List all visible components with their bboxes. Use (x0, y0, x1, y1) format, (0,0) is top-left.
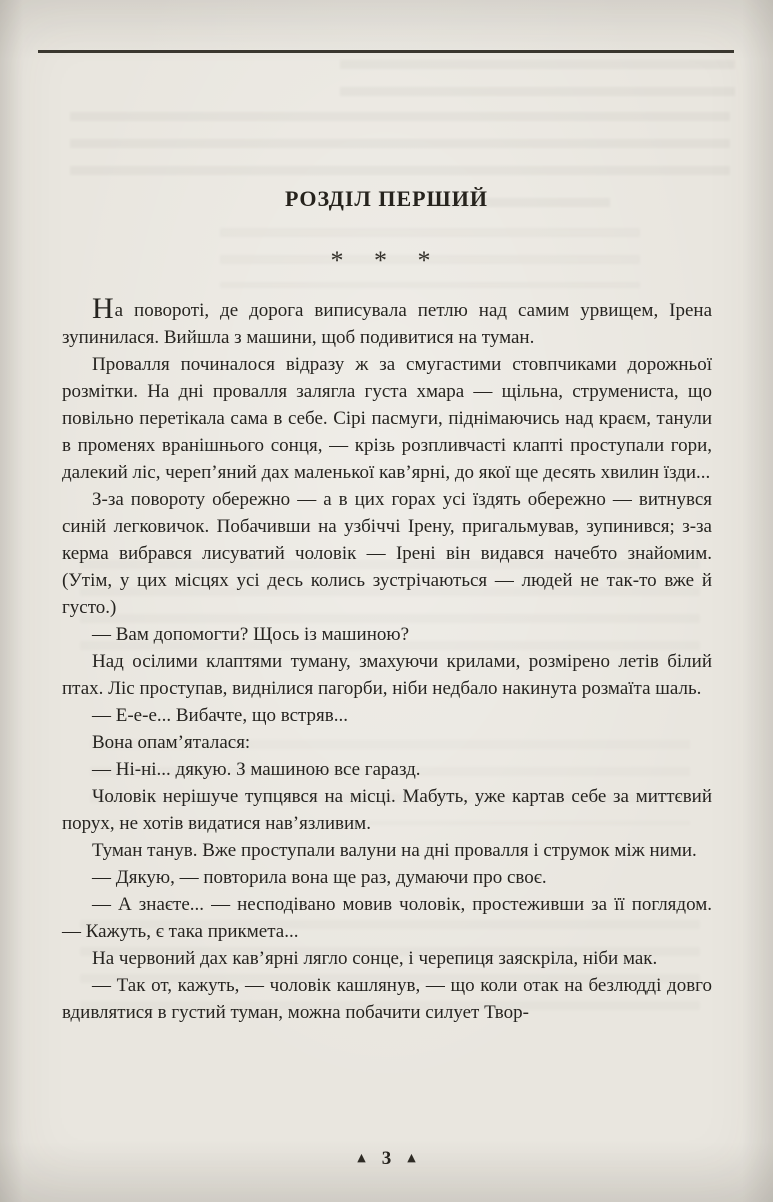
paragraph: — А знаєте... — несподівано мовив чоловік, простеживши за її поглядом. — Кажуть, є така прикмета... (62, 894, 712, 942)
section-break-ornament: * * * (330, 246, 443, 275)
drop-cap: Н (92, 292, 115, 325)
footer-triangle-right: ▲ (407, 1151, 416, 1164)
bleed-through-text (70, 112, 730, 190)
paragraph: Вона опам’яталася: (92, 732, 251, 753)
header-rule (38, 50, 734, 53)
paragraph: — Так от, кажуть, — чоловік кашлянув, — що коли отак на безлюдді довго вдивлятися в густий туман, можна побачити силует Твор- (62, 975, 712, 1023)
page-number: 3 (381, 1148, 392, 1169)
paragraph: Туман танув. Вже проступали валуни на дні провалля і струмок між ними. (92, 840, 697, 861)
paragraph: Чоловік нерішуче тупцявся на місці. Мабуть, уже картав себе за миттєвий порух, не хотів видатися нав’язливим. (62, 786, 712, 834)
paragraph: Над осілими клаптями туману, змахуючи крилами, розмірено летів білий птах. Ліс проступав, виднілися пагорби, ніби недбало накинута розмаїта шаль. (62, 651, 712, 699)
bleed-through-text (340, 60, 735, 108)
paragraph: — Дякую, — повторила вона ще раз, думаючи про своє. (92, 867, 547, 888)
paragraph: — Ні-ні... дякую. З машиною все гаразд. (92, 759, 421, 780)
body-paragraphs (62, 294, 712, 1026)
page-footer (0, 1148, 773, 1170)
paragraph: З-за повороту обережно — а в цих горах усі їздять обережно — витнувся синій легковичок. Побачивши на узбіччі Ірену, пригальмував, зупинився; з-за керма вибрався лисуватий чоловік — Ірені він видався начебто знайомим. (Утім, у цих місцях усі десь колись зустрічаються — людей не так-то вже й густо.) (62, 489, 712, 618)
paragraph: — Е-е-е... Вибачте, що встряв... (92, 705, 349, 726)
paragraph: — Вам допомогти? Щось із машиною? (92, 624, 410, 645)
paragraph: Провалля починалося відразу ж за смугастими стовпчиками дорожньої розмітки. На дні провалля залягла густа хмара — щільна, струмениста, що повільно перетікала сама в себе. Сірі пасмуги, піднімаючись над краєм, танули в променях вранішнього сонця, — крізь розпливчасті клапті проступали гори, далекий ліс, череп’яний дах маленької кав’ярні, до якої ще десять хвилин їзди... (62, 354, 712, 483)
paragraph: На повороті, де дорога виписувала петлю над самим урвищем, Ірена зупинилася. Вийшла з машини, щоб подивитися на туман. (62, 292, 712, 348)
chapter-title: РОЗДІЛ ПЕРШИЙ (285, 186, 488, 211)
paragraph: На червоний дах кав’ярні лягло сонце, і черепиця заяскріла, ніби мак. (92, 948, 658, 969)
footer-triangle-left: ▲ (357, 1151, 366, 1164)
